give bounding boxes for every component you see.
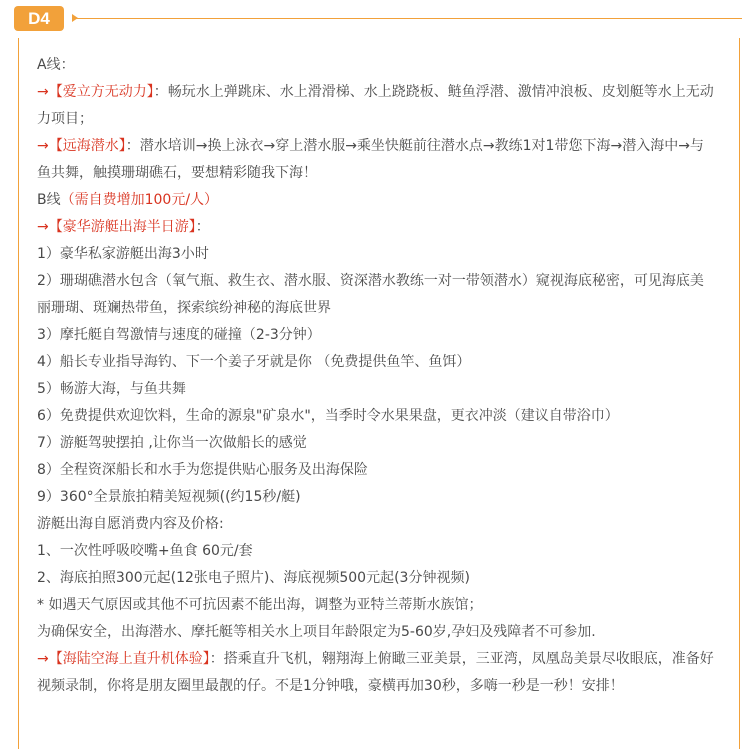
list-item: 4）船长专业指导海钓、下一个姜子牙就是你 （免费提供鱼竿、鱼饵） bbox=[37, 354, 471, 370]
activity-diving bbox=[37, 133, 717, 187]
list-item: 9）360°全景旅拍精美短视频((约15秒/艇) bbox=[37, 489, 301, 505]
day-badge: D4 bbox=[14, 6, 64, 31]
weather-note: * 如遇天气原因或其他不可抗因素不能出海，调整为亚特兰蒂斯水族馆； bbox=[37, 597, 483, 613]
list-item: 7）游艇驾驶摆拍 ,让你当一次做船长的感觉 bbox=[37, 435, 307, 451]
list-item: 5）畅游大海，与鱼共舞 bbox=[37, 381, 186, 397]
price-heading: 游艇出海自愿消费内容及价格: bbox=[37, 516, 224, 532]
route-b-label bbox=[37, 187, 717, 214]
list-item: 3）摩托艇自驾激情与速度的碰撞（2-3分钟） bbox=[37, 327, 321, 343]
list-item: 2）珊瑚礁潜水包含（氧气瓶、救生衣、潜水服、资深潜水教练一对一带领潜水）窥视海底秘密，可见海底美丽珊瑚、斑斓热带鱼，探索缤纷神秘的海底世界 bbox=[37, 273, 704, 316]
activity-text: ：搭乘直升飞机，翱翔海上俯瞰三亚美景，三亚湾，凤凰岛美景尽收眼底，准备好视频录制，你将是朋友圈里最靓的仔。不是1分钟哦，豪横再加30秒，多嗨一秒是一秒！安排！ bbox=[37, 651, 714, 694]
list-item: 1）豪华私家游艇出海3小时 bbox=[37, 246, 209, 262]
route-b-title: B线 bbox=[37, 192, 61, 208]
header-divider bbox=[72, 18, 742, 19]
price-item: 1、一次性呼吸咬嘴+鱼食 60元/套 bbox=[37, 543, 253, 559]
list-item: 6）免费提供欢迎饮料，生命的源泉"矿泉水"，当季时令水果果盘，更衣冲淡（建议自带浴巾） bbox=[37, 408, 619, 424]
activity-title: →【爱立方无动力】 bbox=[37, 84, 154, 100]
safety-note: 为确保安全，出海潜水、摩托艇等相关水上项目年龄限定为5-60岁,孕妇及残障者不可参加. bbox=[37, 624, 596, 640]
price-item: 2、海底拍照300元起(12张电子照片)、海底视频500元起(3分钟视频) bbox=[37, 570, 470, 586]
activity-yacht bbox=[37, 214, 717, 241]
activity-title: →【海陆空海上直升机体验】 bbox=[37, 651, 210, 667]
route-b-fee-note: （需自费增加100元/人） bbox=[60, 192, 219, 208]
activity-aiweifang bbox=[37, 79, 717, 133]
activity-helicopter bbox=[37, 646, 717, 700]
route-a-label: A线： bbox=[37, 57, 75, 73]
list-item: 8）全程资深船长和水手为您提供贴心服务及出海保险 bbox=[37, 462, 368, 478]
activity-text: ：潜水培训→换上泳衣→穿上潜水服→乘坐快艇前往潜水点→教练1对1带您下海→潜入海中→与鱼共舞，触摸珊瑚礁石，要想精彩随我下海！ bbox=[37, 138, 704, 181]
activity-title: →【远海潜水】 bbox=[37, 138, 126, 154]
activity-text: ：畅玩水上弹跳床、水上滑滑梯、水上跷跷板、鲢鱼浮潜、激情冲浪板、皮划艇等水上无动力项目； bbox=[37, 84, 714, 127]
activity-colon: ： bbox=[195, 219, 210, 235]
activity-title: →【豪华游艇出海半日游】 bbox=[37, 219, 196, 235]
itinerary-content bbox=[37, 52, 717, 700]
